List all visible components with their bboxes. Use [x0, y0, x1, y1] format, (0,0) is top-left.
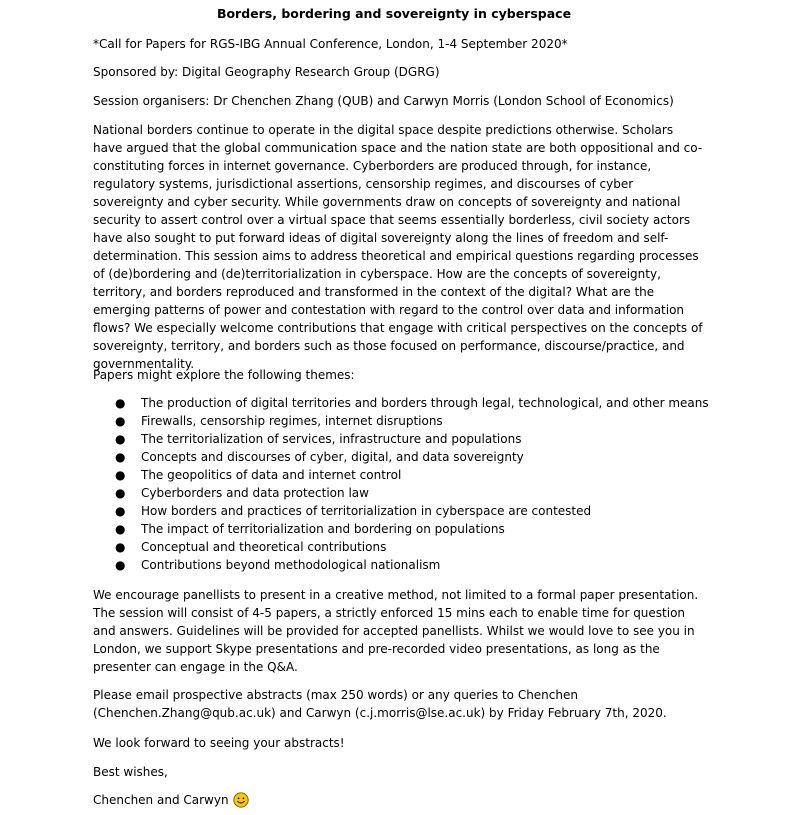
bullet-icon: ●	[115, 486, 126, 500]
signoff-names: Chenchen and Carwyn	[93, 793, 229, 807]
bullet-icon: ●	[115, 504, 126, 518]
best-wishes-line: Best wishes,	[93, 765, 168, 779]
bullet-icon: ●	[115, 558, 126, 572]
list-item: ● The geopolitics of data and internet control	[115, 468, 402, 482]
list-item: ● Conceptual and theoretical contributions	[115, 540, 387, 554]
smiley-face-icon	[233, 792, 249, 813]
cfp-line: *Call for Papers for RGS-IBG Annual Conference, London, 1-4 September 2020*	[93, 37, 568, 51]
list-item: ● Cyberborders and data protection law	[115, 486, 369, 500]
page-title: Borders, bordering and sovereignty in cyberspace	[216, 6, 572, 21]
list-item: ● Firewalls, censorship regimes, internet disruptions	[115, 414, 443, 428]
list-item: ● How borders and practices of territorialization in cyberspace are contested	[115, 504, 592, 518]
bullet-icon: ●	[115, 414, 126, 428]
look-forward-line: We look forward to seeing your abstracts!	[93, 736, 345, 750]
encourage-paragraph: We encourage panellists to present in a creative method, not limited to a formal paper presentation. The session will consist of 4-5 papers, a strictly enforced 15 mins each to enable time for question and answers. Guidelines will be provided for accepted panellists. Whilst we would love to see you in London, we support Skype presentations and pre-recorded video presentations, as long as the presenter can engage in the Q&A.	[93, 588, 699, 674]
list-item: ● Contributions beyond methodological nationalism	[115, 558, 441, 572]
bullet-icon: ●	[115, 432, 126, 446]
bullet-icon: ●	[115, 522, 126, 536]
bullet-icon: ●	[115, 540, 126, 554]
themes-list	[93, 394, 709, 574]
bullet-icon: ●	[115, 450, 126, 464]
main-paragraph: National borders continue to operate in the digital space despite predictions otherwise. Scholars have argued that the global communication space and the nation state are both oppositional and co-constituting forces in internet governance. Cyberborders are produced through, for instance, regulatory systems, jurisdictional assertions, censorship regimes, and discourses of cyber sovereignty and cyber security. While governments draw on concepts of sovereignty and national security to assert control over a virtual space that seems essentially borderless, civil society actors have also sought to put forward ideas of digital sovereignty along the lines of freedom and self-determination. This session aims to address theoretical and empirical questions regarding processes of (de)bordering and (de)territorialization in cyberspace. How are the concepts of sovereignty, territory, and borders reproduced and transformed in the context of the digital? What are the emerging patterns of power and contestation with regard to the control over data and information flows? We especially welcome contributions that engage with critical perspectives on the concepts of sovereignty, territory, and borders such as those focused on performance, discourse/practice, and governmentality.	[93, 123, 703, 371]
signoff-line	[93, 791, 703, 813]
list-item: ● Concepts and discourses of cyber, digital, and data sovereignty	[115, 450, 524, 464]
email-paragraph: Please email prospective abstracts (max 250 words) or any queries to Chenchen (Chenchen.Zhang@qub.ac.uk) and Carwyn (c.j.morris@lse.ac.uk) by Friday February 7th, 2020.	[93, 688, 667, 720]
bullet-icon: ●	[115, 468, 126, 482]
sponsor-line: Sponsored by: Digital Geography Research Group (DGRG)	[93, 65, 440, 79]
list-item: ● The impact of territorialization and bordering on populations	[115, 522, 505, 536]
bullet-icon: ●	[115, 396, 126, 410]
list-item: ● The production of digital territories and borders through legal, technological, and other means	[115, 396, 709, 410]
list-item: ● The territorialization of services, infrastructure and populations	[115, 432, 522, 446]
organisers-line: Session organisers: Dr Chenchen Zhang (QUB) and Carwyn Morris (London School of Economics)	[93, 94, 674, 108]
themes-intro: Papers might explore the following themes:	[93, 368, 355, 382]
